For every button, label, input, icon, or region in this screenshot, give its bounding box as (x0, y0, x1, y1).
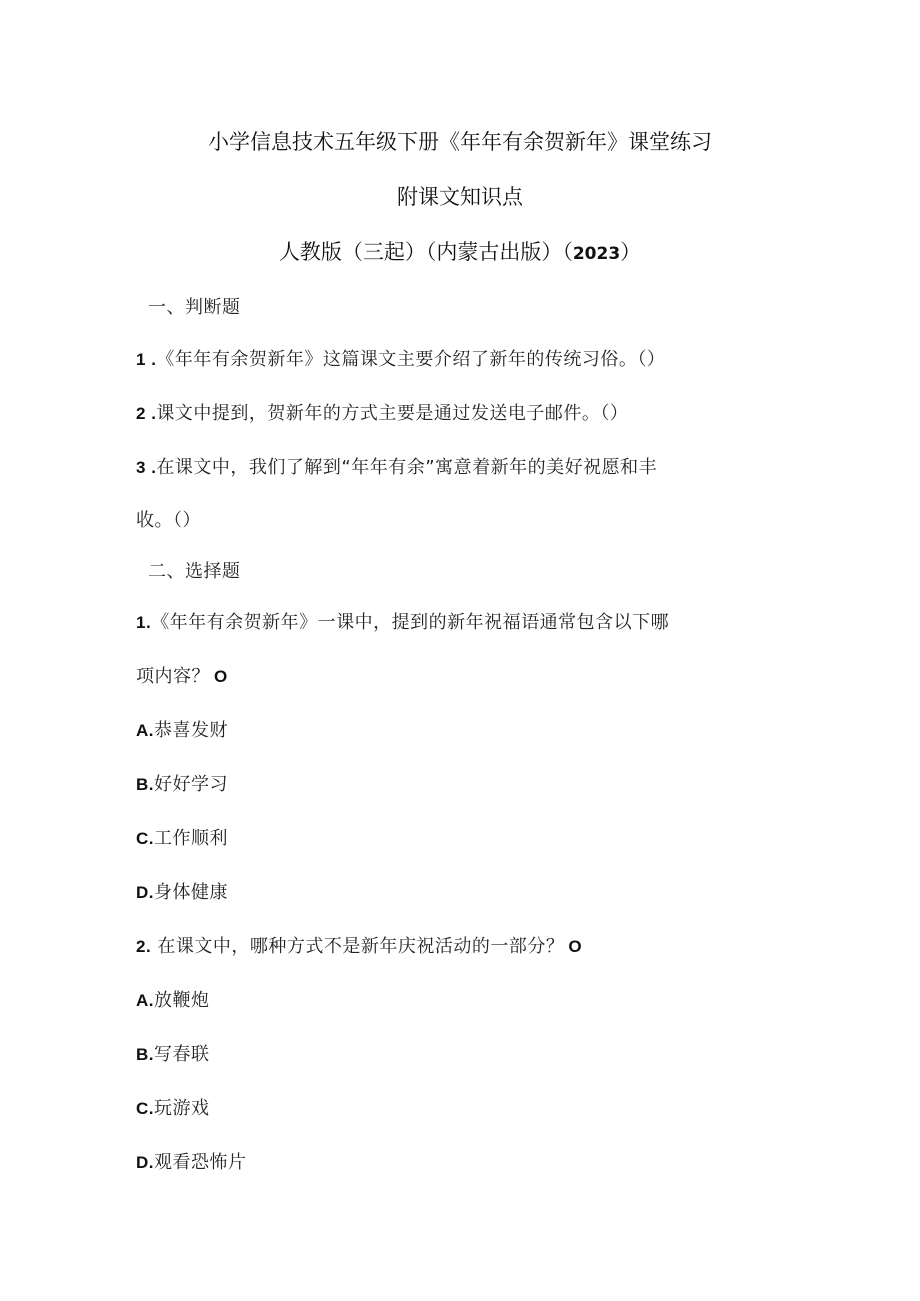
tf-question-1 (136, 345, 665, 371)
option-text: 玩游戏 (154, 1098, 210, 1119)
answer-blank: O (214, 667, 228, 686)
mc-question-1-continued (136, 662, 228, 688)
question-text-line-1: 在课文中，我们了解到“年年有余”寓意着新年的美好祝愿和丰 (156, 457, 658, 478)
question-text: 《年年有余贺新年》这篇课文主要介绍了新年的传统习俗。（） (156, 349, 666, 370)
option-text: 写春联 (154, 1044, 210, 1065)
mc-q1-option-a (136, 716, 228, 742)
option-letter: D. (136, 883, 154, 902)
option-letter: A. (136, 721, 154, 740)
question-text-line-2: 项内容？ (136, 666, 210, 687)
question-number: 2. (136, 937, 152, 956)
tf-question-2 (136, 399, 628, 425)
title-line-2: 附课文知识点 (397, 185, 523, 209)
question-text-line-1: 《年年有余贺新年》一课中，提到的新年祝福语通常包含以下哪 (151, 612, 670, 633)
question-separator: . (145, 458, 157, 477)
edition-prefix: 人教版（三起）（内蒙古出版）（ (278, 240, 573, 264)
mc-question-1 (136, 608, 669, 634)
option-text: 身体健康 (154, 882, 228, 903)
edition-suffix: ） (620, 240, 642, 264)
question-separator: . (145, 350, 157, 369)
option-letter: C. (136, 1099, 154, 1118)
section-heading-true-false: 一、判断题 (148, 297, 241, 318)
document-subtitle (0, 181, 920, 211)
question-text: 课文中提到，贺新年的方式主要是通过发送电子邮件。（） (156, 403, 629, 424)
mc-q2-option-c (136, 1094, 210, 1120)
option-letter: B. (136, 1045, 154, 1064)
question-number: 1. (136, 613, 152, 632)
edition-year: 2023 (572, 244, 621, 264)
title-line-1: 小学信息技术五年级下册《年年有余贺新年》课堂练习 (208, 130, 712, 154)
option-text: 恭喜发财 (154, 720, 228, 741)
mc-question-2 (136, 932, 582, 958)
question-number: 2 (136, 404, 146, 423)
mc-q2-option-d (136, 1148, 247, 1174)
option-letter: C. (136, 829, 154, 848)
mc-q1-option-b (136, 770, 228, 796)
mc-q2-option-a (136, 986, 210, 1012)
option-letter: A. (136, 991, 154, 1010)
answer-blank: O (568, 937, 583, 956)
question-text-line-2: 收。（） (136, 510, 201, 531)
question-separator: . (145, 404, 157, 423)
option-text: 好好学习 (154, 774, 228, 795)
question-number: 1 (136, 350, 146, 369)
document-title (0, 126, 920, 156)
question-text: 在课文中，哪种方式不是新年庆祝活动的一部分？ (151, 936, 565, 957)
question-number: 3 (136, 458, 146, 477)
option-letter: D. (136, 1153, 154, 1172)
option-text: 观看恐怖片 (154, 1152, 247, 1173)
option-text: 放鞭炮 (154, 990, 210, 1011)
section-heading-multiple-choice: 二、选择题 (148, 561, 241, 582)
tf-question-3-continued (136, 506, 201, 532)
mc-q1-option-c (136, 824, 228, 850)
mc-q2-option-b (136, 1040, 210, 1066)
tf-question-3 (136, 453, 657, 479)
mc-q1-option-d (136, 878, 228, 904)
option-letter: B. (136, 775, 154, 794)
option-text: 工作顺利 (154, 828, 228, 849)
document-edition (0, 236, 920, 266)
